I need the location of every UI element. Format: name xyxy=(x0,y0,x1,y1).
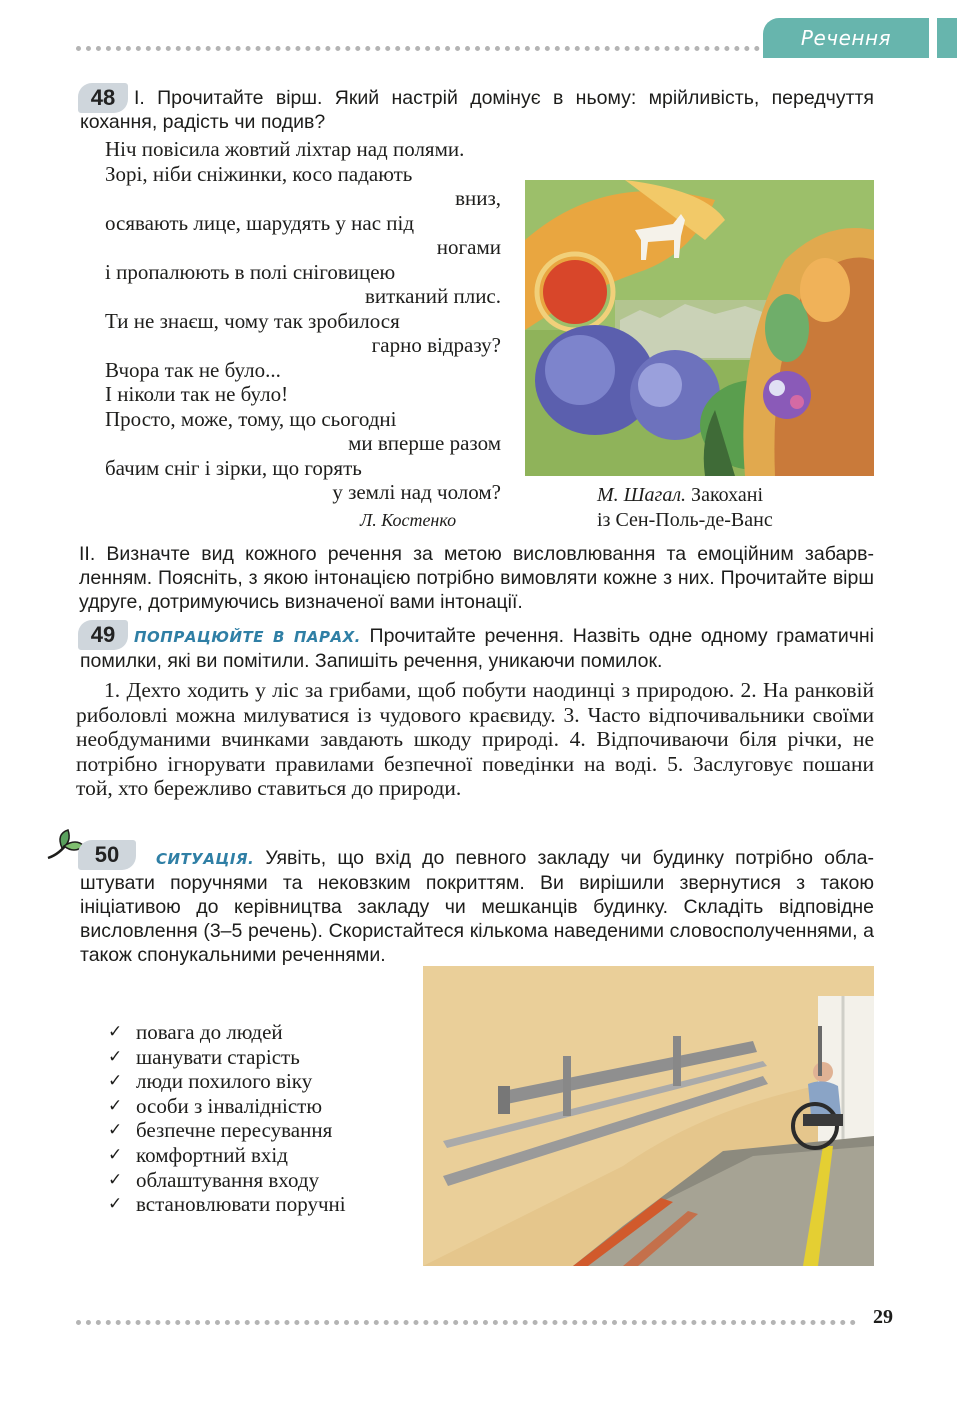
caption-line-2: із Сен-Поль-де-Ванс xyxy=(597,509,773,531)
painting-caption xyxy=(597,483,773,533)
poem-line: вниз, xyxy=(455,186,501,210)
poem-line: Просто, може, тому, що сьогодні xyxy=(105,406,397,431)
poem-line: і пропалюють в полі сніговицею xyxy=(105,259,396,284)
poem-line: Зорі, ніби сніжинки, косо падають xyxy=(105,161,413,186)
section-tab: Речення xyxy=(763,18,929,58)
checkmark-icon: ✓ xyxy=(108,1194,123,1215)
checkmark-icon: ✓ xyxy=(108,1046,123,1067)
poem xyxy=(105,137,501,505)
exercise-number-49: 49 xyxy=(78,620,128,650)
poem-line: гарно відразу? xyxy=(371,333,501,357)
exercise-49-tag: ПОПРАЦЮЙТЕ В ПАРАХ. xyxy=(134,628,361,646)
chagall-painting xyxy=(525,180,874,476)
exercise-49-task: ПОПРАЦЮЙТЕ В ПАРАХ. Прочитайте речення. Назвіть одне одному граматичні помилки, які ви помітили. Запишіть речення, уникаючи помилок. xyxy=(80,625,874,672)
section-tab-edge xyxy=(937,18,957,58)
checkmark-icon: ✓ xyxy=(108,1120,123,1141)
poem-author: Л. Костенко xyxy=(360,510,457,530)
list-item: ✓ встановлювати поручні xyxy=(108,1192,346,1217)
header-dotted-rule xyxy=(76,46,760,51)
page-number: 29 xyxy=(873,1306,893,1328)
word-list xyxy=(108,1020,346,1217)
checkmark-icon: ✓ xyxy=(108,1169,123,1190)
checkmark-icon: ✓ xyxy=(108,1022,123,1042)
checkmark-icon: ✓ xyxy=(108,1095,123,1116)
list-item: ✓ особи з інвалідністю xyxy=(108,1093,323,1118)
footer-dotted-rule xyxy=(76,1320,856,1325)
poem-line: І ніколи так не було! xyxy=(105,382,289,406)
caption-author: М. Шагал. xyxy=(597,484,687,506)
list-item: ✓ безпечне пересування xyxy=(108,1118,333,1143)
exercise-49-sentences: 1. Дехто ходить у ліс за грибами, щоб побути наодинці з природою. 2. На ранковій риболовлі можна милуватися із чудового краєвиду. 3. Часто відпочивальники своїми необдуманими вчинками завдають шкоду природі. 4. Відпочиваючи біля річки, не потрібно ігнорувати правилами безпечної поведінки на воді. 5. Заслуговує пошани той, хто бережливо ставиться до природи. xyxy=(76,678,874,801)
caption-line-1 xyxy=(597,483,773,508)
exercise-number-48: 48 xyxy=(78,83,128,113)
poem-line: ногами xyxy=(436,235,501,259)
stair-handrail-photo xyxy=(423,966,874,1266)
list-item: ✓ люди похилого віку xyxy=(108,1069,313,1094)
exercise-50-tag: СИТУАЦІЯ. xyxy=(156,850,255,868)
list-item: ✓ комфортний вхід xyxy=(108,1142,288,1167)
list-item: ✓ шанувати старість xyxy=(108,1044,300,1069)
caption-title: Закохані xyxy=(691,484,764,506)
poem-line: осявають лице, шарудять у нас під xyxy=(105,210,415,235)
list-item: ✓ повага до людей xyxy=(108,1020,283,1044)
poem-line: Вчора так не було... xyxy=(105,357,281,382)
poem-line: Ти не знаєш, чому так зробилося xyxy=(105,308,400,333)
exercise-number-50: 50 xyxy=(78,840,136,870)
poem-line: Ніч повісила жовтий ліхтар над полями. xyxy=(105,137,465,161)
poem-line: бачим сніг і зірки, що горять xyxy=(105,455,362,480)
exercise-48-task: І. Прочитайте вірш. Який настрій домінує в ньому: мрійливість, передчуття кохання, радість чи подив? xyxy=(80,87,874,133)
exercise-50-task: СИТУАЦІЯ. Уявіть, що вхід до певного закладу чи будинку потрібно облаштувати поручнями та нековзким покриттям. Ви вирішили звернутися з такою ініціативою до керівництва закладу чи мешканців будинку. Складіть відповідне висловлення (3–5 речень). Скористайтеся кількома наведеними словосполученнями, а також спонукальними реченнями. xyxy=(80,847,874,966)
poem-line: ми вперше разом xyxy=(348,431,501,455)
list-item: ✓ облаштування входу xyxy=(108,1167,320,1192)
poem-line: у землі над чолом? xyxy=(332,480,501,504)
checkmark-icon: ✓ xyxy=(108,1071,123,1092)
checkmark-icon: ✓ xyxy=(108,1144,123,1165)
poem-line: витканий плис. xyxy=(364,284,501,308)
exercise-48-part2: ІІ. Визначте вид кожного речення за метою висловлювання та емоційним забарвленням. Поясніть, з якою інтонацією потрібно вимовляти кожне з них. Прочитайте вірш удруге, дотримуючись визначеної вами інтонації. xyxy=(79,543,874,613)
